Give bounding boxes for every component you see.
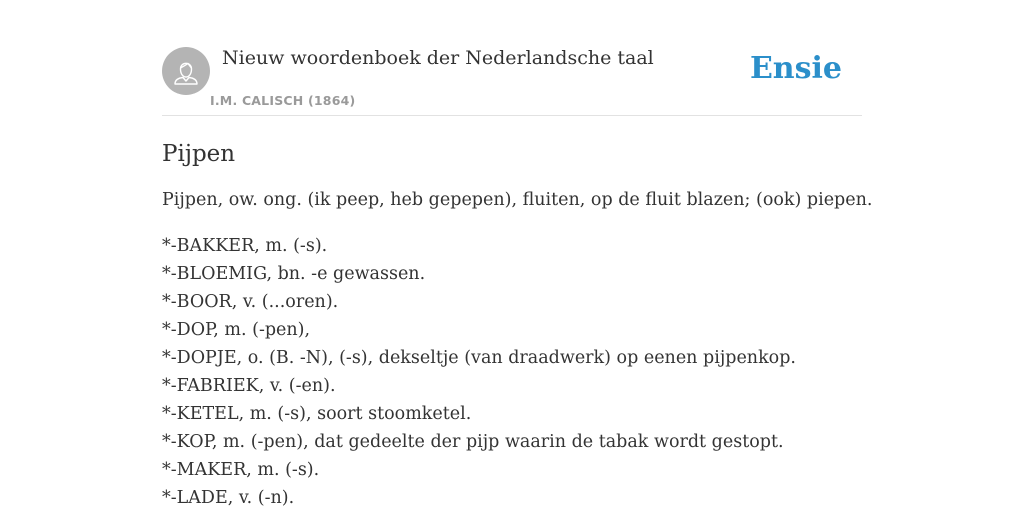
brand-logo[interactable]: Ensie xyxy=(749,51,842,86)
book-title-link[interactable]: Nieuw woordenboek der Nederlandsche taal xyxy=(222,47,654,69)
entry-definition: Pijpen, ow. ong. (ik peep, heb gepepen), fluiten, op de fluit blazen; (ook) piepen. xyxy=(162,190,873,210)
compound-line: *-MAKER, m. (-s). xyxy=(162,460,320,480)
source-header xyxy=(162,0,862,116)
compound-line: *-DOP, m. (-pen), xyxy=(162,320,311,340)
compound-list xyxy=(162,232,862,512)
compound-line: *-KOP, m. (-pen), dat gedeelte der pijp waarin de tabak wordt gestopt. xyxy=(162,432,784,452)
compound-line: *-LADE, v. (-n). xyxy=(162,488,295,508)
entry-headword: Pijpen xyxy=(162,141,236,167)
compound-line: *-KETEL, m. (-s), soort stoomketel. xyxy=(162,404,472,424)
compound-line: *-DOPJE, o. (B. -N), (-s), dekseltje (van draadwerk) op eenen pijpenkop. xyxy=(162,348,796,368)
user-avatar-icon xyxy=(162,47,210,95)
compound-line: *-BAKKER, m. (-s). xyxy=(162,236,328,256)
compound-line: *-FABRIEK, v. (-en). xyxy=(162,376,336,396)
entry-content xyxy=(162,136,873,512)
author-avatar[interactable] xyxy=(162,47,210,95)
compound-line: *-BLOEMIG, bn. -e gewassen. xyxy=(162,264,426,284)
author-link[interactable]: I.M. CALISCH (1864) xyxy=(210,93,356,108)
compound-line: *-BOOR, v. (...oren). xyxy=(162,292,339,312)
